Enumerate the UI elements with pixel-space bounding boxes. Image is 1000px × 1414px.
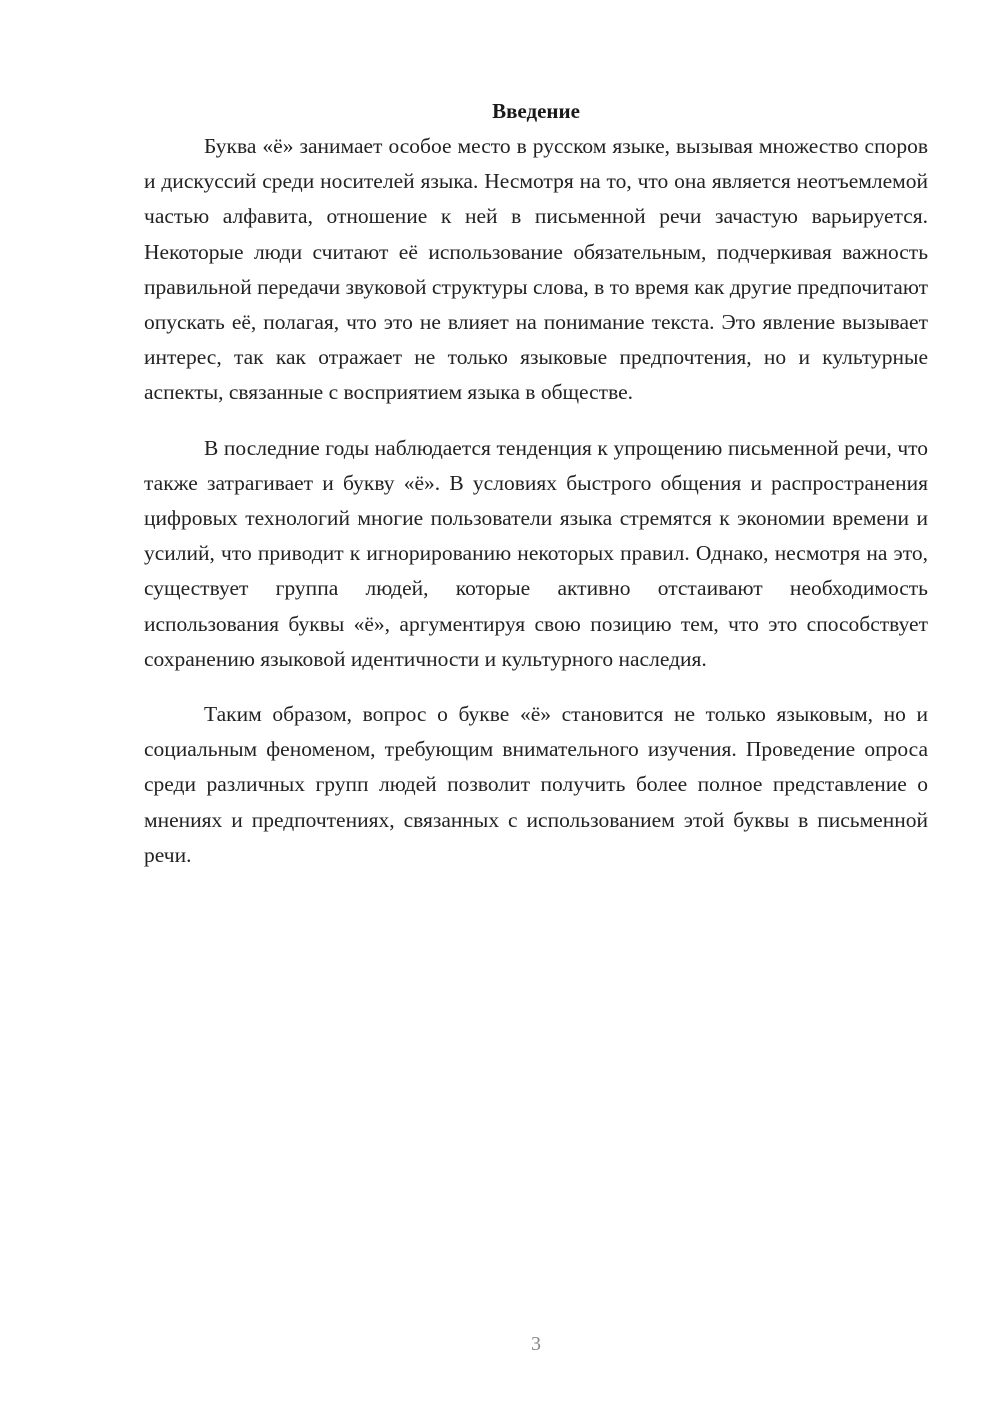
page-content <box>144 94 928 893</box>
section-title: Введение <box>492 99 580 123</box>
paragraph: Буква «ё» занимает особое место в русском языке, вызывая множество споров и дискуссий среди носителей языка. Несмотря на то, что она является неотъемлемой частью алфавита, отношение к ней в письменной речи зачастую варьируется. Некоторые люди считают её использование обязательным, подчеркивая важность правильной передачи звуковой структуры слова, в то время как другие предпочитают опускать её, полагая, что это не влияет на понимание текста. Это явление вызывает интерес, так как отражает не только языковые предпочтения, но и культурные аспекты, связанные с восприятием языка в обществе. <box>144 134 928 405</box>
paragraph: Таким образом, вопрос о букве «ё» становится не только языковым, но и социальным феноменом, требующим внимательного изучения. Проведение опроса среди различных групп людей позволит получить более полное представление о мнениях и предпочтениях, связанных с использованием этой буквы в письменной речи. <box>144 702 928 867</box>
page-number: 3 <box>531 1333 541 1355</box>
paragraph: В последние годы наблюдается тенденция к упрощению письменной речи, что также затрагивает и букву «ё». В условиях быстрого общения и распространения цифровых технологий многие пользователи языка стремятся к экономии времени и усилий, что приводит к игнорированию некоторых правил. Однако, несмотря на это, существует группа людей, которые активно отстаивают необходимость использования буквы «ё», аргументируя свою позицию тем, что это способствует сохранению языковой идентичности и культурного наследия. <box>144 435 928 671</box>
